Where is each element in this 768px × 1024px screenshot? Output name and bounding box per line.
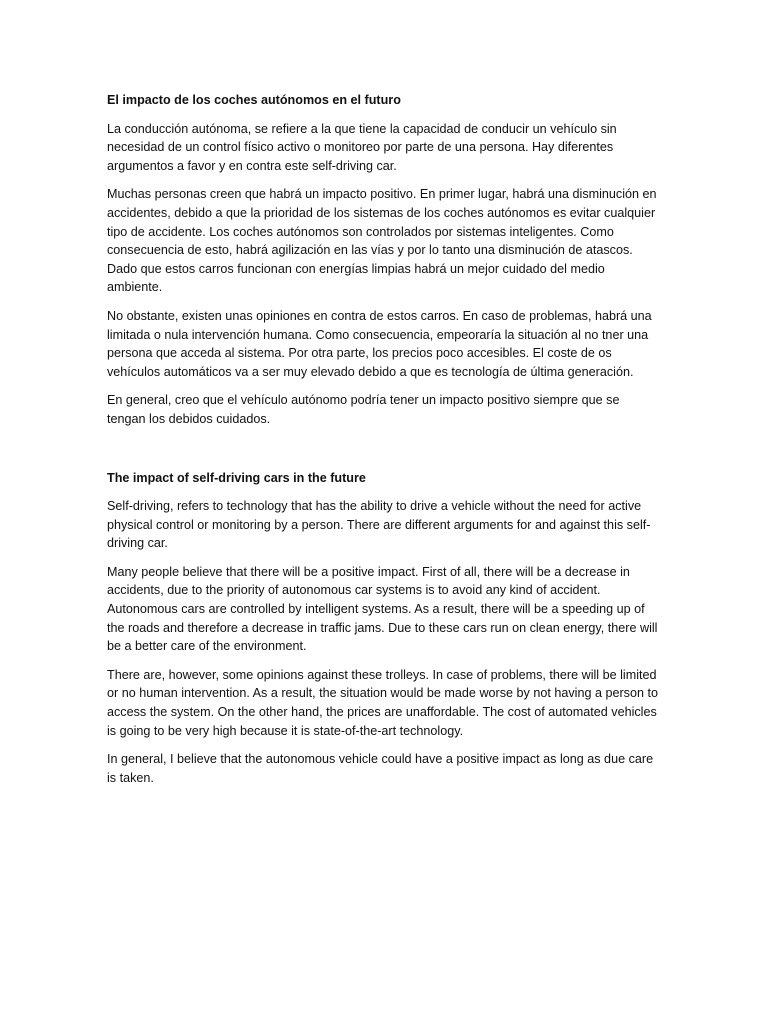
spanish-title: El impacto de los coches autónomos en el futuro [107, 93, 401, 107]
english-paragraph-2: Many people believe that there will be a positive impact. First of all, there will be a decrease in accidents, due to the priority of autonomous car systems is to avoid any kind of accident. Autonomous cars are controlled by intelligent systems. As a result, there will be a speeding up of the roads and therefore a decrease in traffic jams. Due to these cars run on clean energy, there will be a better care of the environment. [107, 564, 658, 654]
english-paragraph-3: There are, however, some opinions against these trolleys. In case of problems, there will be limited or no human intervention. As a result, the situation would be made worse by not having a person to access the system. On the other hand, the prices are unaffordable. The cost of automated vehicles is going to be very high because it is state-of-the-art technology. [107, 667, 658, 738]
spanish-paragraph-4: En general, creo que el vehículo autónomo podría tener un impacto positivo siempre que se tengan los debidos cuidados. [107, 393, 620, 426]
spanish-paragraph-3: No obstante, existen unas opiniones en contra de estos carros. En caso de problemas, habrá una limitada o nula intervención humana. Como consecuencia, empeoraría la situación al no tner una persona que acceda al sistema. Por otra parte, los precios poco accesibles. El coste de os vehículos automáticos va a ser muy elevado debido a que es tecnología de última generación. [107, 308, 652, 379]
section-spacer [107, 439, 660, 469]
spanish-section [107, 91, 660, 429]
english-title: The impact of self-driving cars in the future [107, 470, 366, 485]
english-paragraph-1: Self-driving, refers to technology that has the ability to drive a vehicle without the need for active physical control or monitoring by a person. There are different arguments for and against this self-driving car. [107, 499, 651, 551]
english-paragraph-4: In general, I believe that the autonomous vehicle could have a positive impact as long as due care is taken. [107, 752, 654, 785]
document-body [107, 91, 660, 797]
spanish-paragraph-1: La conducción autónoma, se refiere a la que tiene la capacidad de conducir un vehículo sin necesidad de un control físico activo o monitoreo por parte de una persona. Hay diferentes argumentos a favor y en contra este self-driving car. [107, 121, 617, 173]
english-section [107, 469, 660, 788]
spanish-paragraph-2: Muchas personas creen que habrá un impacto positivo. En primer lugar, habrá una disminución en accidentes, debido a que la prioridad de los sistemas de los coches autónomos es evitar cualquier tipo de accidente. Los coches autónomos son controlados por sistemas inteligentes. Como consecuencia de esto, habrá agilización en las vías y por lo tanto una disminución de atascos. Dado que estos carros funcionan con energías limpias habrá un mejor cuidado del medio ambiente. [107, 187, 657, 295]
